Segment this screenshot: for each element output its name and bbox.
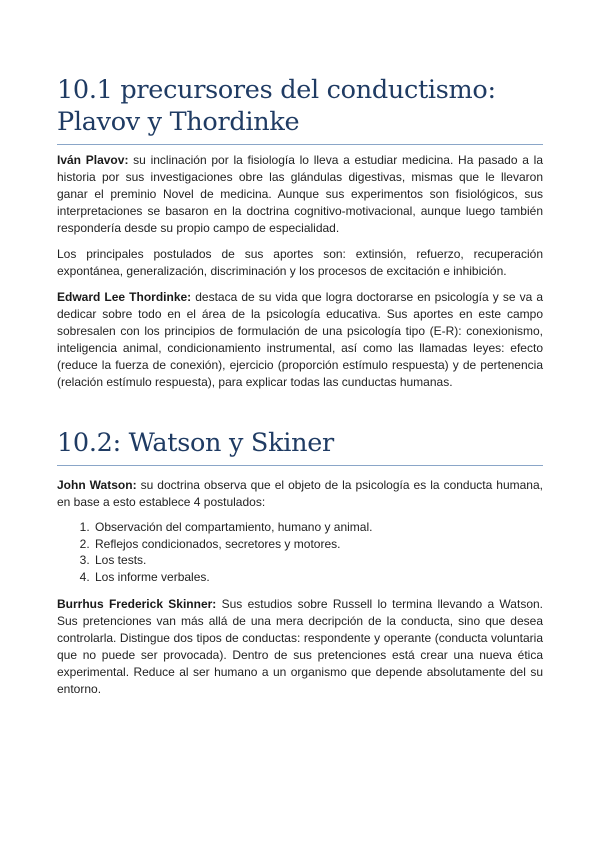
- section-1-heading: 10.1 precursores del conductismo: Plavov y Thordinke: [57, 74, 543, 145]
- pavlov-name: Iván Plavov:: [57, 153, 129, 167]
- list-item: 4. Los informe verbales.: [93, 569, 543, 586]
- thorndike-text: destaca de su vida que logra doctorarse en psicología y se va a dedicar sobre todo en el área de la psicología educativa. Sus aportes en este campo sobresalen con los principios de formulación de una psicología tipo (E-R): conexionismo, inteligencia animal, condicionamiento instrumental, así como las llamadas leyes: efecto (reduce la fuerza de conexión), ejercicio (proporción estímulo respuesta) y de pertenencia (relación estímulo respuesta), para explicar todas las cunductas humanas.: [57, 290, 543, 389]
- postulados-text: Los principales postulados de sus aportes son: extinsión, refuerzo, recuperación expontánea, generalización, discriminación y los procesos de excitación e inhibición.: [57, 247, 543, 278]
- postulados-paragraph: [57, 246, 543, 280]
- watson-paragraph: [57, 477, 543, 511]
- postulados-list-block: [57, 519, 543, 585]
- skinner-name: Burrhus Frederick Skinner:: [57, 597, 217, 611]
- thorndike-paragraph: [57, 289, 543, 391]
- pavlov-text: su inclinación por la fisiología lo lleva a estudiar medicina. Ha pasado a la historia por sus investigaciones obre las glándulas digestivas, mismas que le llevaron ganar el preminio Novel de medicina. Aunque sus experimentos son fisiológicos, sus interpretaciones se basaron en la doctrina cognitivo-motivacional, aunque luego también respondería desde su propio campo de especialidad.: [57, 153, 543, 235]
- watson-name: John Watson:: [57, 478, 137, 492]
- thorndike-name: Edward Lee Thordinke:: [57, 290, 192, 304]
- section-2-heading: 10.2: Watson y Skiner: [57, 427, 543, 466]
- list-item: 1. Observación del compartamiento, humano y animal.: [93, 519, 543, 536]
- skinner-text: Sus estudios sobre Russell lo termina llevando a Watson. Sus pretenciones van más allá de una mera decripción de la conducta, sino que desea controlarla. Distingue dos tipos de conductas: respondente y operante (conducta voluntaria que no puede ser provocada). Dentro de sus pretenciones está crear una nueva ética experimental. Reduce al ser humano a un organismo que depende absolutamente del su entorno.: [57, 597, 543, 696]
- postulados-list: [57, 519, 543, 585]
- list-item: 3. Los tests.: [93, 552, 543, 569]
- watson-text: su doctrina observa que el objeto de la psicología es la conducta humana, en base a esto establece 4 postulados:: [57, 478, 543, 509]
- skinner-paragraph: [57, 596, 543, 698]
- list-item: 2. Reflejos condicionados, secretores y motores.: [93, 536, 543, 553]
- pavlov-paragraph: [57, 152, 543, 237]
